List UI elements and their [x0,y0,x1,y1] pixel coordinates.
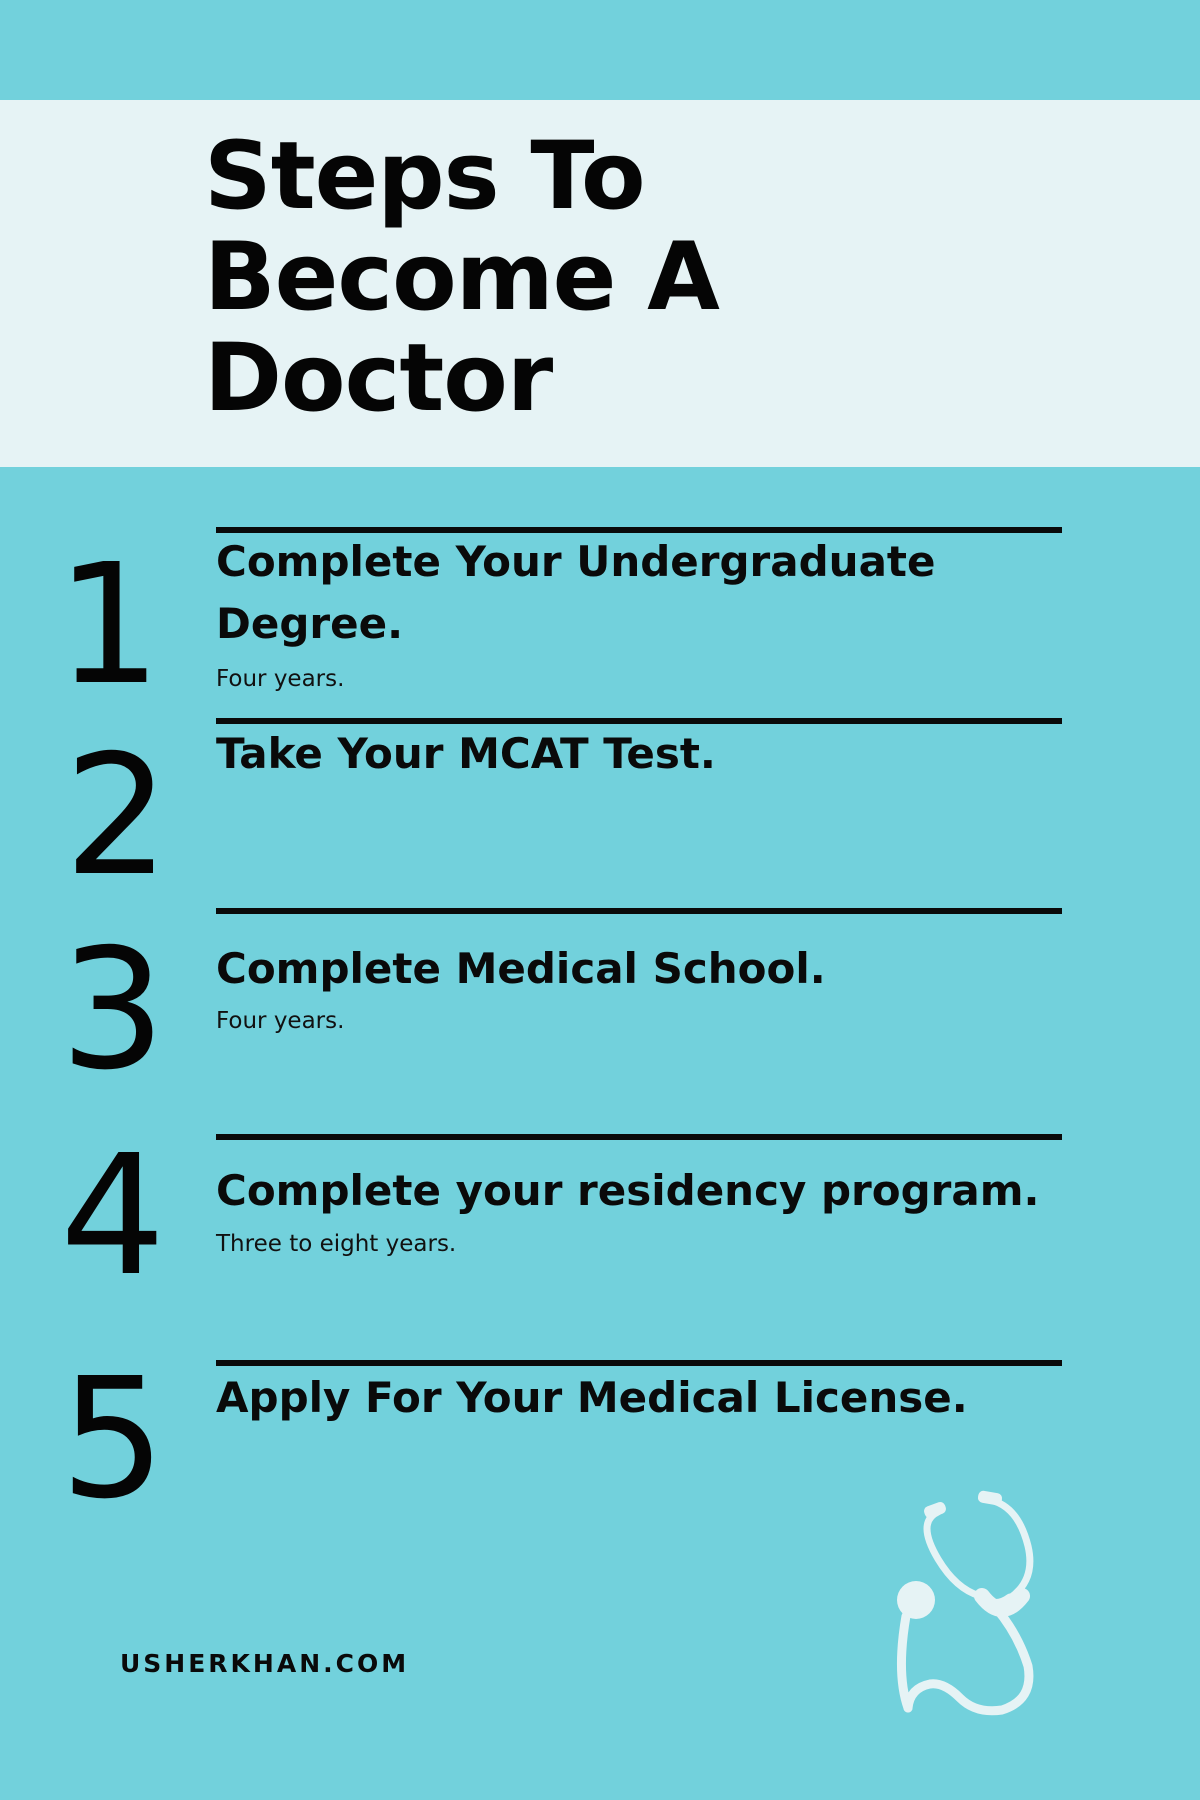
step-subtitle: Four years. [216,1008,345,1034]
step-number: 2 [64,720,170,913]
step-number: 5 [60,1343,166,1536]
step-number: 3 [60,914,166,1107]
step-title-line-1: Complete Medical School. [216,944,826,993]
footer-site-link: USHERKHAN.COM [120,1649,410,1678]
step-title [216,723,1056,785]
title-line-2: Become A [204,223,719,332]
step-title [216,1367,1056,1429]
step-number: 4 [60,1120,166,1313]
step-title-line-2: Degree. [216,599,404,648]
step-title-line-1: Take Your MCAT Test. [216,729,716,778]
step-number: 1 [56,529,162,722]
step-title-line-1: Complete your residency program. [216,1166,1040,1215]
step-title-line-1: Complete Your Undergraduate [216,537,936,586]
step-title-line-1: Apply For Your Medical License. [216,1373,968,1422]
step-divider [216,1134,1062,1140]
step-subtitle: Three to eight years. [216,1231,457,1257]
step-divider [216,908,1062,914]
step-title [216,531,1056,655]
step-subtitle: Four years. [216,666,345,692]
title-line-3: Doctor [204,324,553,433]
step-divider [216,1360,1062,1366]
page-title [204,122,719,433]
title-line-1: Steps To [204,122,645,231]
step-title [216,1160,1056,1222]
step-title [216,938,1056,1000]
stethoscope-icon [886,1484,1066,1720]
